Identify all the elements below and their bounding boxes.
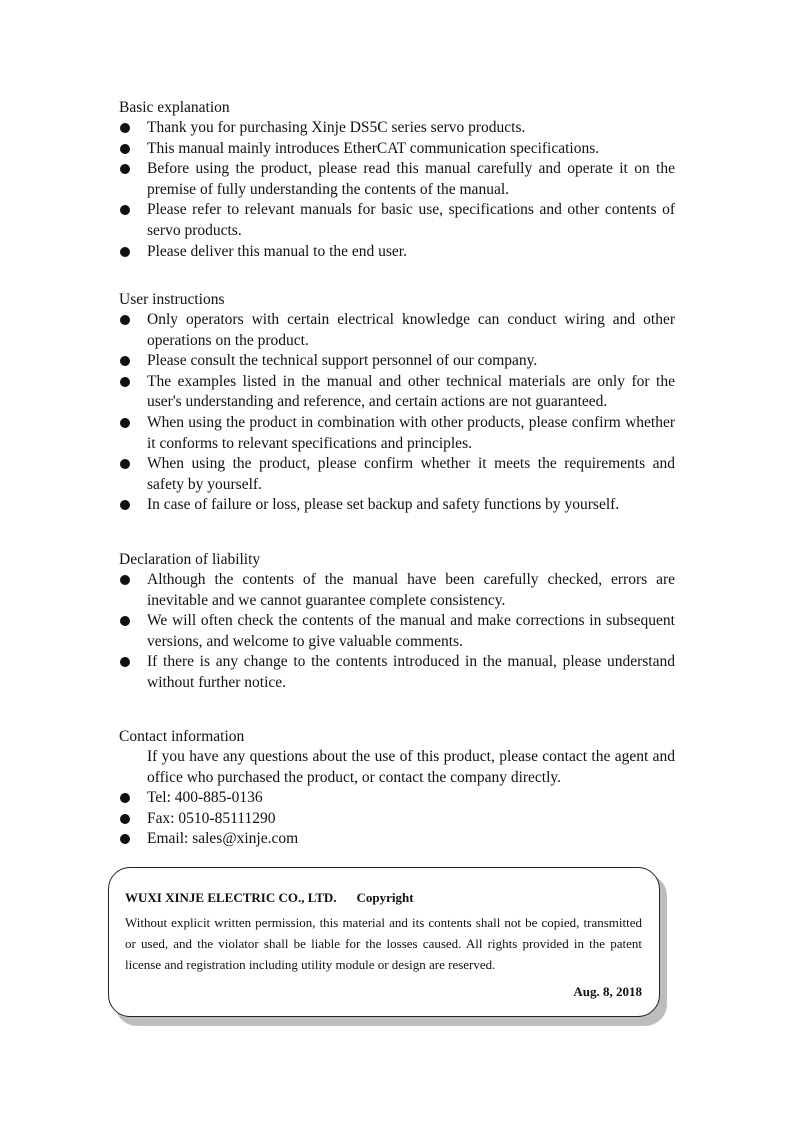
basic-explanation-section [119, 97, 675, 262]
bullet-icon [120, 500, 130, 510]
user-instructions-section [119, 289, 675, 516]
bullet-icon [120, 356, 130, 366]
company-name: WUXI XINJE ELECTRIC CO., LTD. [125, 890, 337, 905]
contact-section [119, 726, 675, 850]
bullet-icon [120, 834, 130, 844]
bullet-icon [120, 123, 130, 133]
contact-intro: If you have any questions about the use of this product, please contact the agent and office who purchased the product, or contact the company directly. [147, 748, 675, 786]
copyright-body: Without explicit written permission, this material and its contents shall not be copied, transmitted or used, and the violator shall be liable for the losses caused. All rights provided in the patent license and registration including utility module or design are reserved. [125, 915, 642, 972]
bullet-icon [120, 575, 130, 585]
bullet-icon [120, 616, 130, 626]
list-item: When using the product in combination with other products, please confirm whether it conforms to relevant specifications and principles. [119, 413, 675, 454]
email-item: Email: sales@xinje.com [119, 829, 675, 850]
bullet-icon [120, 164, 130, 174]
tel-item: Tel: 400-885-0136 [119, 788, 675, 809]
list-item: When using the product, please confirm whether it meets the requirements and safety by yourself. [119, 454, 675, 495]
section-heading: Contact information [119, 728, 245, 745]
list-item: The examples listed in the manual and other technical materials are only for the user's understanding and reference, and certain actions are not guaranteed. [119, 372, 675, 413]
bullet-list [119, 570, 675, 694]
list-item: We will often check the contents of the manual and make corrections in subsequent versions, and welcome to give valuable comments. [119, 611, 675, 652]
bullet-icon [120, 247, 130, 257]
list-item: In case of failure or loss, please set backup and safety functions by yourself. [119, 495, 675, 516]
bullet-icon [120, 459, 130, 469]
bullet-list [119, 788, 675, 850]
bullet-list [119, 118, 675, 262]
section-heading: Declaration of liability [119, 551, 261, 568]
liability-section [119, 549, 675, 694]
list-item: If there is any change to the contents introduced in the manual, please understand without further notice. [119, 652, 675, 693]
copyright-label: Copyright [356, 890, 414, 905]
list-item: Only operators with certain electrical knowledge can conduct wiring and other operations on the product. [119, 310, 675, 351]
list-item: Although the contents of the manual have been carefully checked, errors are inevitable and we cannot guarantee complete consistency. [119, 570, 675, 611]
copyright-box [108, 867, 660, 1017]
list-item: Before using the product, please read this manual carefully and operate it on the premise of fully understanding the contents of the manual. [119, 159, 675, 200]
section-heading: Basic explanation [119, 99, 230, 116]
section-heading: User instructions [119, 291, 225, 308]
fax-item: Fax: 0510-85111290 [119, 809, 675, 830]
copyright-date: Aug. 8, 2018 [573, 984, 642, 999]
bullet-list [119, 310, 675, 516]
list-item: This manual mainly introduces EtherCAT communication specifications. [119, 139, 675, 160]
copyright-title [125, 887, 642, 908]
bullet-icon [120, 657, 130, 667]
list-item: Please deliver this manual to the end user. [119, 242, 675, 263]
bullet-icon [120, 418, 130, 428]
bullet-icon [120, 144, 130, 154]
list-item: Please consult the technical support personnel of our company. [119, 351, 675, 372]
bullet-icon [120, 377, 130, 387]
bullet-icon [120, 315, 130, 325]
list-item: Thank you for purchasing Xinje DS5C series servo products. [119, 118, 675, 139]
bullet-icon [120, 814, 130, 824]
list-item: Please refer to relevant manuals for basic use, specifications and other contents of servo products. [119, 200, 675, 241]
bullet-icon [120, 793, 130, 803]
bullet-icon [120, 205, 130, 215]
